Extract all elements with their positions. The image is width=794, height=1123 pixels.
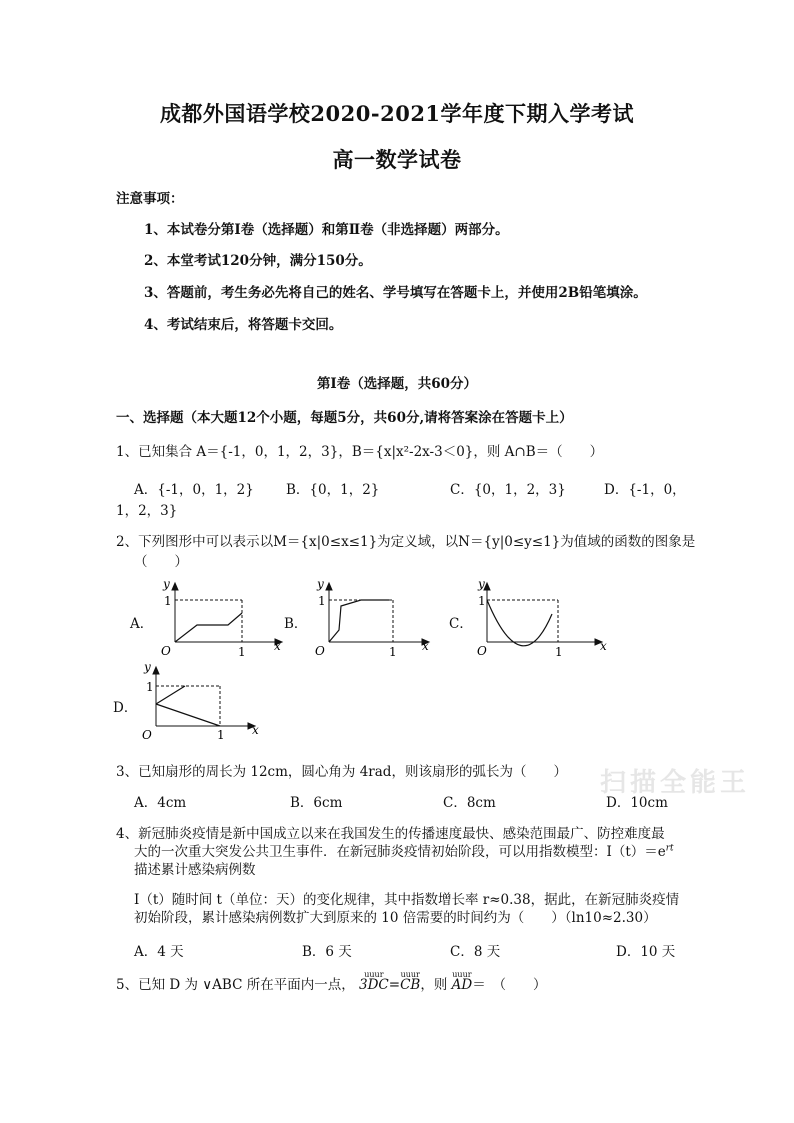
- q1-option-a: A．{-1，0，1，2}: [134, 482, 254, 498]
- q4-option-d: D．10 天: [616, 944, 676, 960]
- notes-heading: 注意事项：: [116, 191, 184, 207]
- q5-vector-ad: uuur AD: [451, 970, 473, 993]
- q2-graph-a-label: A．: [130, 616, 154, 632]
- q4-line-4: I（t）随时间 t（单位：天）的变化规律，其中指数增长率 r≈0.38，据此，在新冠肺炎疫情: [134, 892, 680, 908]
- graph-b: [309, 578, 439, 660]
- q1-option-b: B．{0，1，2}: [286, 482, 380, 498]
- q4-line-1: 4、新冠肺炎疫情是新中国成立以来在我国发生的传播速度最快、感染范围最广、防控难度最: [116, 826, 665, 842]
- graph-d-origin: O: [142, 728, 152, 742]
- note-item-1: 1、本试卷分第Ⅰ卷（选择题）和第Ⅱ卷（非选择题）两部分。: [144, 222, 509, 238]
- graph-c-y-tick: 1: [478, 594, 486, 608]
- q1-option-d: D．{-1，0，: [604, 482, 686, 498]
- q2-graph-b-label: B．: [284, 616, 308, 632]
- graph-a-x-label: x: [274, 639, 281, 653]
- vector-arrow-icon: uuur: [452, 970, 472, 979]
- watermark: 扫描全能王: [600, 768, 751, 798]
- q1-stem: 1、已知集合 A＝{-1，0，1，2，3}，B＝{x|x²-2x-3＜0}，则 A∩B＝（ ）: [116, 444, 604, 460]
- q5-vector-3dc: uuur 3DC: [359, 970, 389, 993]
- graph-c-x-label: x: [600, 639, 607, 653]
- q5-prefix: 5、已知 D 为 ∨ABC 所在平面内一点，: [116, 977, 355, 993]
- q5-vector-cb: uuur CB: [400, 970, 421, 993]
- q3-stem: 3、已知扇形的周长为 12cm，圆心角为 4rad，则该扇形的弧长为（ ）: [116, 764, 567, 780]
- graph-c: [475, 578, 615, 660]
- q4-option-c: C．8 天: [450, 944, 501, 960]
- note-item-3: 3、答题前，考生务必先将自己的姓名、学号填写在答题卡上，并使用2B铅笔填涂。: [144, 285, 647, 301]
- q4-option-a: A．4 天: [134, 944, 184, 960]
- q4-line-5: 初始阶段，累计感染病例数扩大到原来的 10 倍需要的时间约为（ ）（ln10≈2.30）: [134, 910, 657, 926]
- graph-a-origin: O: [161, 644, 171, 658]
- part1-heading: 第Ⅰ卷（选择题，共60分）: [316, 376, 478, 392]
- q2-stem: 2、下列图形中可以表示以M＝{x|0≤x≤1}为定义域，以N＝{y|0≤y≤1}为值域的函数的图象是: [116, 534, 696, 550]
- graph-c-y-label: y: [478, 578, 485, 591]
- graph-d: [140, 660, 270, 742]
- graph-b-x-label: x: [422, 639, 429, 653]
- q4-line-2: 大的一次重大突发公共卫生事件．在新冠肺炎疫情初始阶段，可以用指数模型：$I(t)=e^{rt}$: [134, 843, 674, 860]
- graph-a: [155, 578, 285, 660]
- exam-subtitle: 高一数学试卷: [332, 147, 462, 172]
- q2-graph-c-label: C．: [449, 616, 473, 632]
- graph-c-origin: O: [477, 644, 487, 658]
- q3-option-b: B．6cm: [290, 795, 343, 811]
- graph-b-origin: O: [315, 644, 325, 658]
- q4-exponent: rt: [665, 843, 674, 854]
- graph-b-x-tick: 1: [389, 645, 397, 659]
- vector-arrow-icon: uuur: [400, 970, 420, 979]
- note-item-4: 4、考试结束后，将答题卡交回。: [144, 317, 343, 333]
- q3-option-d: D．10cm: [606, 795, 668, 811]
- q2-paren: （ ）: [134, 554, 188, 570]
- q1-option-c: C．{0，1，2，3}: [450, 482, 566, 498]
- graph-d-x-label: x: [252, 723, 259, 737]
- graph-d-y-label: y: [144, 660, 151, 674]
- vector-arrow-icon: uuur: [364, 970, 384, 979]
- q5-stem: 5、已知 D 为 ∨ABC 所在平面内一点， uuur 3DC= uuur CB，则 uuur AD＝ （ ）: [116, 970, 547, 993]
- exam-title: 成都外国语学校2020-2021学年度下期入学考试: [159, 101, 635, 126]
- note-item-2: 2、本堂考试120分钟，满分150分。: [144, 253, 372, 269]
- q4-line-3: 描述累计感染病例数: [134, 862, 256, 878]
- graph-b-y-label: y: [317, 578, 324, 591]
- graph-a-y-label: y: [163, 578, 170, 591]
- graph-b-y-tick: 1: [318, 594, 326, 608]
- q1-option-d-cont: 1，2，3}: [116, 503, 178, 519]
- q3-option-a: A．4cm: [134, 795, 187, 811]
- graph-a-x-tick: 1: [238, 645, 246, 659]
- graph-c-x-tick: 1: [555, 645, 563, 659]
- q4-option-b: B．6 天: [302, 944, 352, 960]
- section-heading: 一、选择题（本大题12个小题，每题5分，共60分,请将答案涂在答题卡上）: [116, 410, 573, 426]
- graph-d-y-tick: 1: [146, 680, 154, 694]
- q3-option-c: C．8cm: [443, 795, 496, 811]
- q2-graph-d-label: D．: [113, 700, 138, 716]
- graph-d-x-tick: 1: [217, 728, 225, 742]
- graph-a-y-tick: 1: [164, 594, 172, 608]
